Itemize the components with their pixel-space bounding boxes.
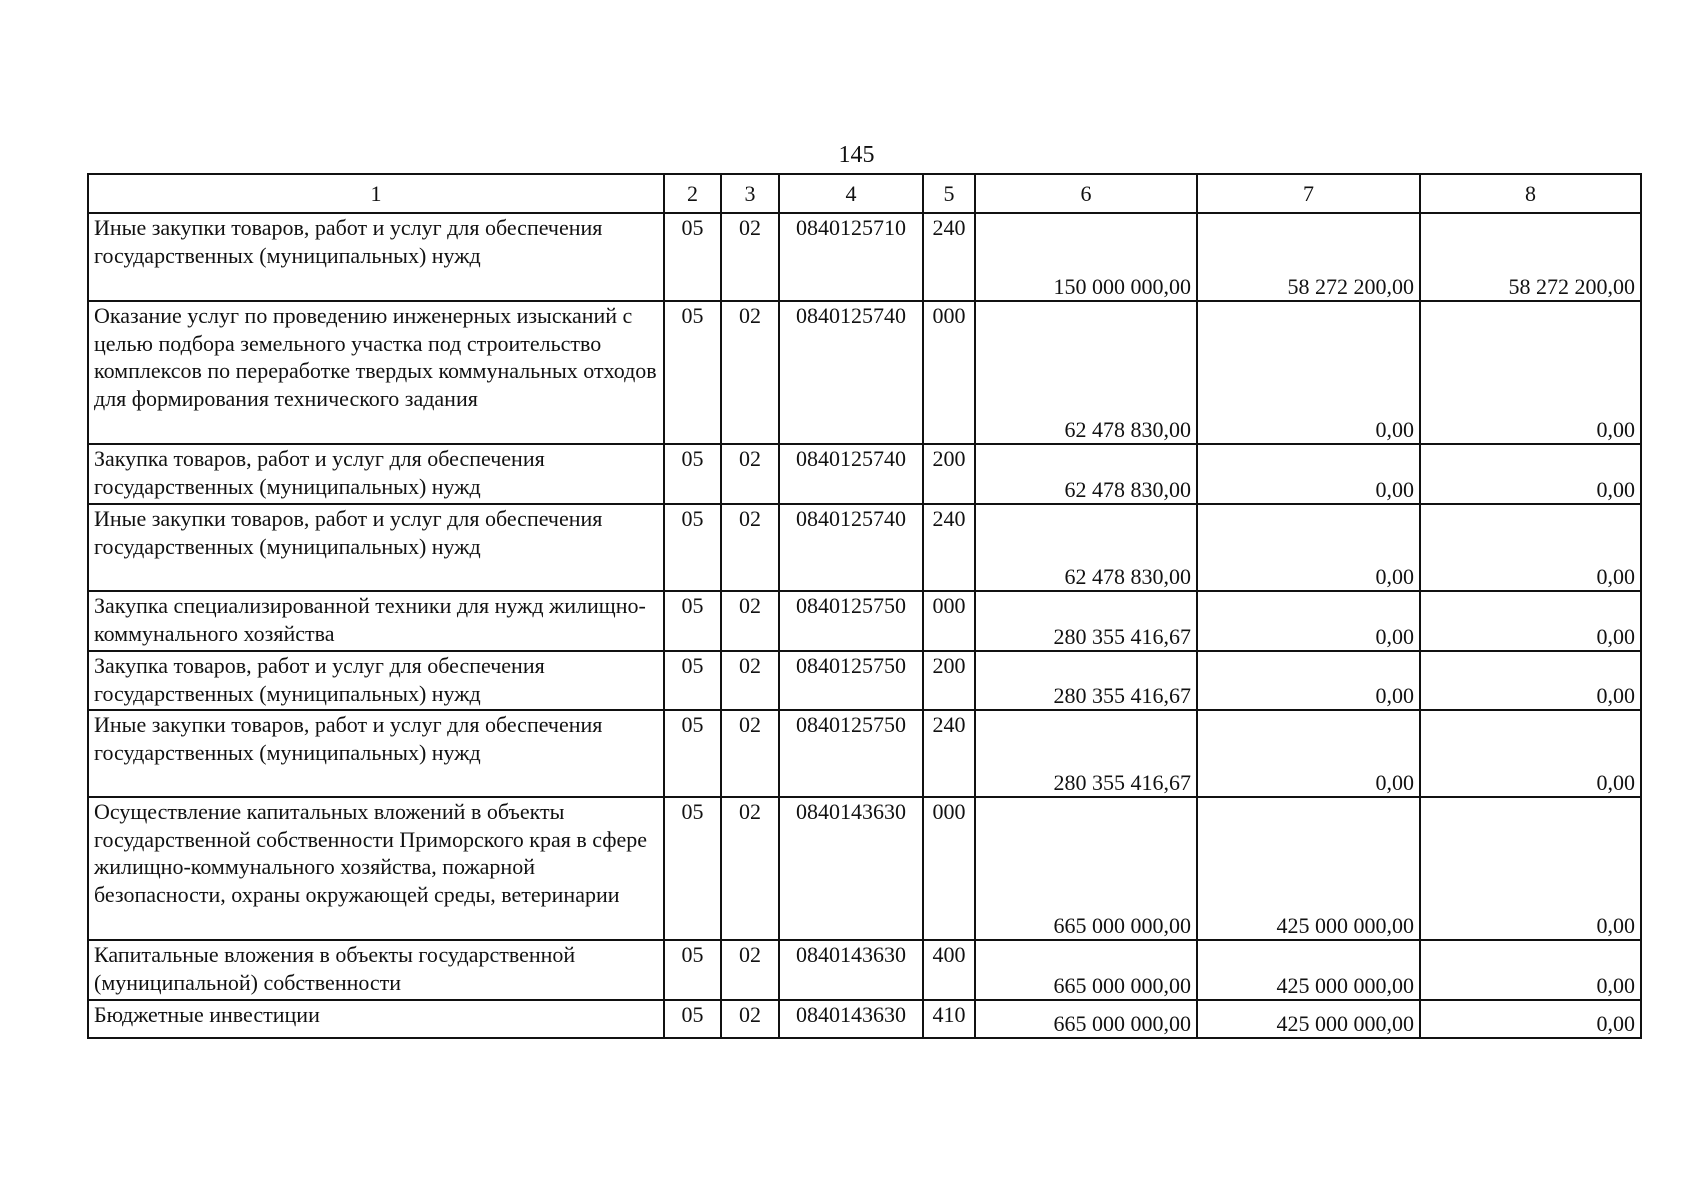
amount-col-6: 62 478 830,00: [975, 301, 1197, 444]
target-code: 0840125750: [779, 591, 923, 651]
expense-type-code: 000: [923, 301, 975, 444]
amount-col-6: 62 478 830,00: [975, 504, 1197, 591]
target-code: 0840143630: [779, 940, 923, 1000]
target-code: 0840143630: [779, 1000, 923, 1038]
expense-type-code: 000: [923, 591, 975, 651]
subsection-code: 02: [721, 1000, 779, 1038]
page-number: 145: [838, 142, 875, 168]
amount-col-8: 0,00: [1420, 591, 1641, 651]
subsection-code: 02: [721, 940, 779, 1000]
subsection-code: 02: [721, 301, 779, 444]
column-header: 5: [923, 174, 975, 213]
amount-col-7: 425 000 000,00: [1197, 1000, 1420, 1038]
section-code: 05: [664, 213, 721, 301]
table-row: [88, 651, 1641, 710]
section-code: 05: [664, 797, 721, 940]
amount-col-7: 58 272 200,00: [1197, 213, 1420, 301]
expense-type-code: 240: [923, 710, 975, 797]
table-row: [88, 213, 1641, 301]
expense-type-code: 400: [923, 940, 975, 1000]
column-header: 7: [1197, 174, 1420, 213]
expense-type-code: 410: [923, 1000, 975, 1038]
target-code: 0840125740: [779, 301, 923, 444]
amount-col-6: 280 355 416,67: [975, 710, 1197, 797]
table-row: [88, 591, 1641, 651]
amount-col-6: 665 000 000,00: [975, 797, 1197, 940]
section-code: 05: [664, 1000, 721, 1038]
row-name: Закупка товаров, работ и услуг для обеспечения государственных (муниципальных) нужд: [88, 651, 664, 710]
amount-col-8: 0,00: [1420, 444, 1641, 504]
target-code: 0840125740: [779, 504, 923, 591]
target-code: 0840125740: [779, 444, 923, 504]
table-row: [88, 444, 1641, 504]
row-name: Закупка специализированной техники для нужд жилищно-коммунального хозяйства: [88, 591, 664, 651]
column-header: 6: [975, 174, 1197, 213]
expense-type-code: 240: [923, 504, 975, 591]
section-code: 05: [664, 940, 721, 1000]
expense-type-code: 000: [923, 797, 975, 940]
table-header-row: [88, 174, 1641, 213]
table-row: [88, 301, 1641, 444]
amount-col-6: 280 355 416,67: [975, 651, 1197, 710]
amount-col-6: 665 000 000,00: [975, 1000, 1197, 1038]
table-row: [88, 797, 1641, 940]
section-code: 05: [664, 444, 721, 504]
column-header: 3: [721, 174, 779, 213]
section-code: 05: [664, 710, 721, 797]
amount-col-7: 0,00: [1197, 301, 1420, 444]
amount-col-7: 0,00: [1197, 651, 1420, 710]
amount-col-6: 665 000 000,00: [975, 940, 1197, 1000]
section-code: 05: [664, 591, 721, 651]
amount-col-7: 425 000 000,00: [1197, 797, 1420, 940]
amount-col-7: 0,00: [1197, 591, 1420, 651]
budget-table: [87, 173, 1642, 1039]
section-code: 05: [664, 651, 721, 710]
table-row: [88, 1000, 1641, 1038]
subsection-code: 02: [721, 651, 779, 710]
target-code: 0840125750: [779, 710, 923, 797]
subsection-code: 02: [721, 213, 779, 301]
column-header: 4: [779, 174, 923, 213]
column-header: 8: [1420, 174, 1641, 213]
amount-col-7: 0,00: [1197, 504, 1420, 591]
subsection-code: 02: [721, 504, 779, 591]
target-code: 0840125710: [779, 213, 923, 301]
target-code: 0840125750: [779, 651, 923, 710]
amount-col-8: 0,00: [1420, 504, 1641, 591]
column-header: 2: [664, 174, 721, 213]
amount-col-8: 58 272 200,00: [1420, 213, 1641, 301]
row-name: Закупка товаров, работ и услуг для обеспечения государственных (муниципальных) нужд: [88, 444, 664, 504]
row-name: Иные закупки товаров, работ и услуг для обеспечения государственных (муниципальных) нужд: [88, 504, 664, 591]
amount-col-6: 280 355 416,67: [975, 591, 1197, 651]
row-name: Капитальные вложения в объекты государственной (муниципальной) собственности: [88, 940, 664, 1000]
target-code: 0840143630: [779, 797, 923, 940]
amount-col-6: 62 478 830,00: [975, 444, 1197, 504]
subsection-code: 02: [721, 797, 779, 940]
subsection-code: 02: [721, 710, 779, 797]
subsection-code: 02: [721, 444, 779, 504]
amount-col-8: 0,00: [1420, 651, 1641, 710]
amount-col-6: 150 000 000,00: [975, 213, 1197, 301]
amount-col-7: 425 000 000,00: [1197, 940, 1420, 1000]
amount-col-8: 0,00: [1420, 940, 1641, 1000]
amount-col-8: 0,00: [1420, 301, 1641, 444]
table-row: [88, 504, 1641, 591]
row-name: Бюджетные инвестиции: [88, 1000, 664, 1038]
table-row: [88, 710, 1641, 797]
subsection-code: 02: [721, 591, 779, 651]
row-name: Осуществление капитальных вложений в объекты государственной собственности Приморского края в сфере жилищно-коммунального хозяйства, пожарной безопасности, охраны окружающей среды, ветеринарии: [88, 797, 664, 940]
amount-col-7: 0,00: [1197, 710, 1420, 797]
column-header: 1: [88, 174, 664, 213]
row-name: Иные закупки товаров, работ и услуг для обеспечения государственных (муниципальных) нужд: [88, 213, 664, 301]
row-name: Оказание услуг по проведению инженерных изысканий с целью подбора земельного участка под строительство комплексов по переработке твердых коммунальных отходов для формирования технического задания: [88, 301, 664, 444]
expense-type-code: 240: [923, 213, 975, 301]
amount-col-8: 0,00: [1420, 797, 1641, 940]
expense-type-code: 200: [923, 651, 975, 710]
section-code: 05: [664, 301, 721, 444]
amount-col-8: 0,00: [1420, 1000, 1641, 1038]
expense-type-code: 200: [923, 444, 975, 504]
row-name: Иные закупки товаров, работ и услуг для обеспечения государственных (муниципальных) нужд: [88, 710, 664, 797]
amount-col-8: 0,00: [1420, 710, 1641, 797]
table-row: [88, 940, 1641, 1000]
section-code: 05: [664, 504, 721, 591]
amount-col-7: 0,00: [1197, 444, 1420, 504]
